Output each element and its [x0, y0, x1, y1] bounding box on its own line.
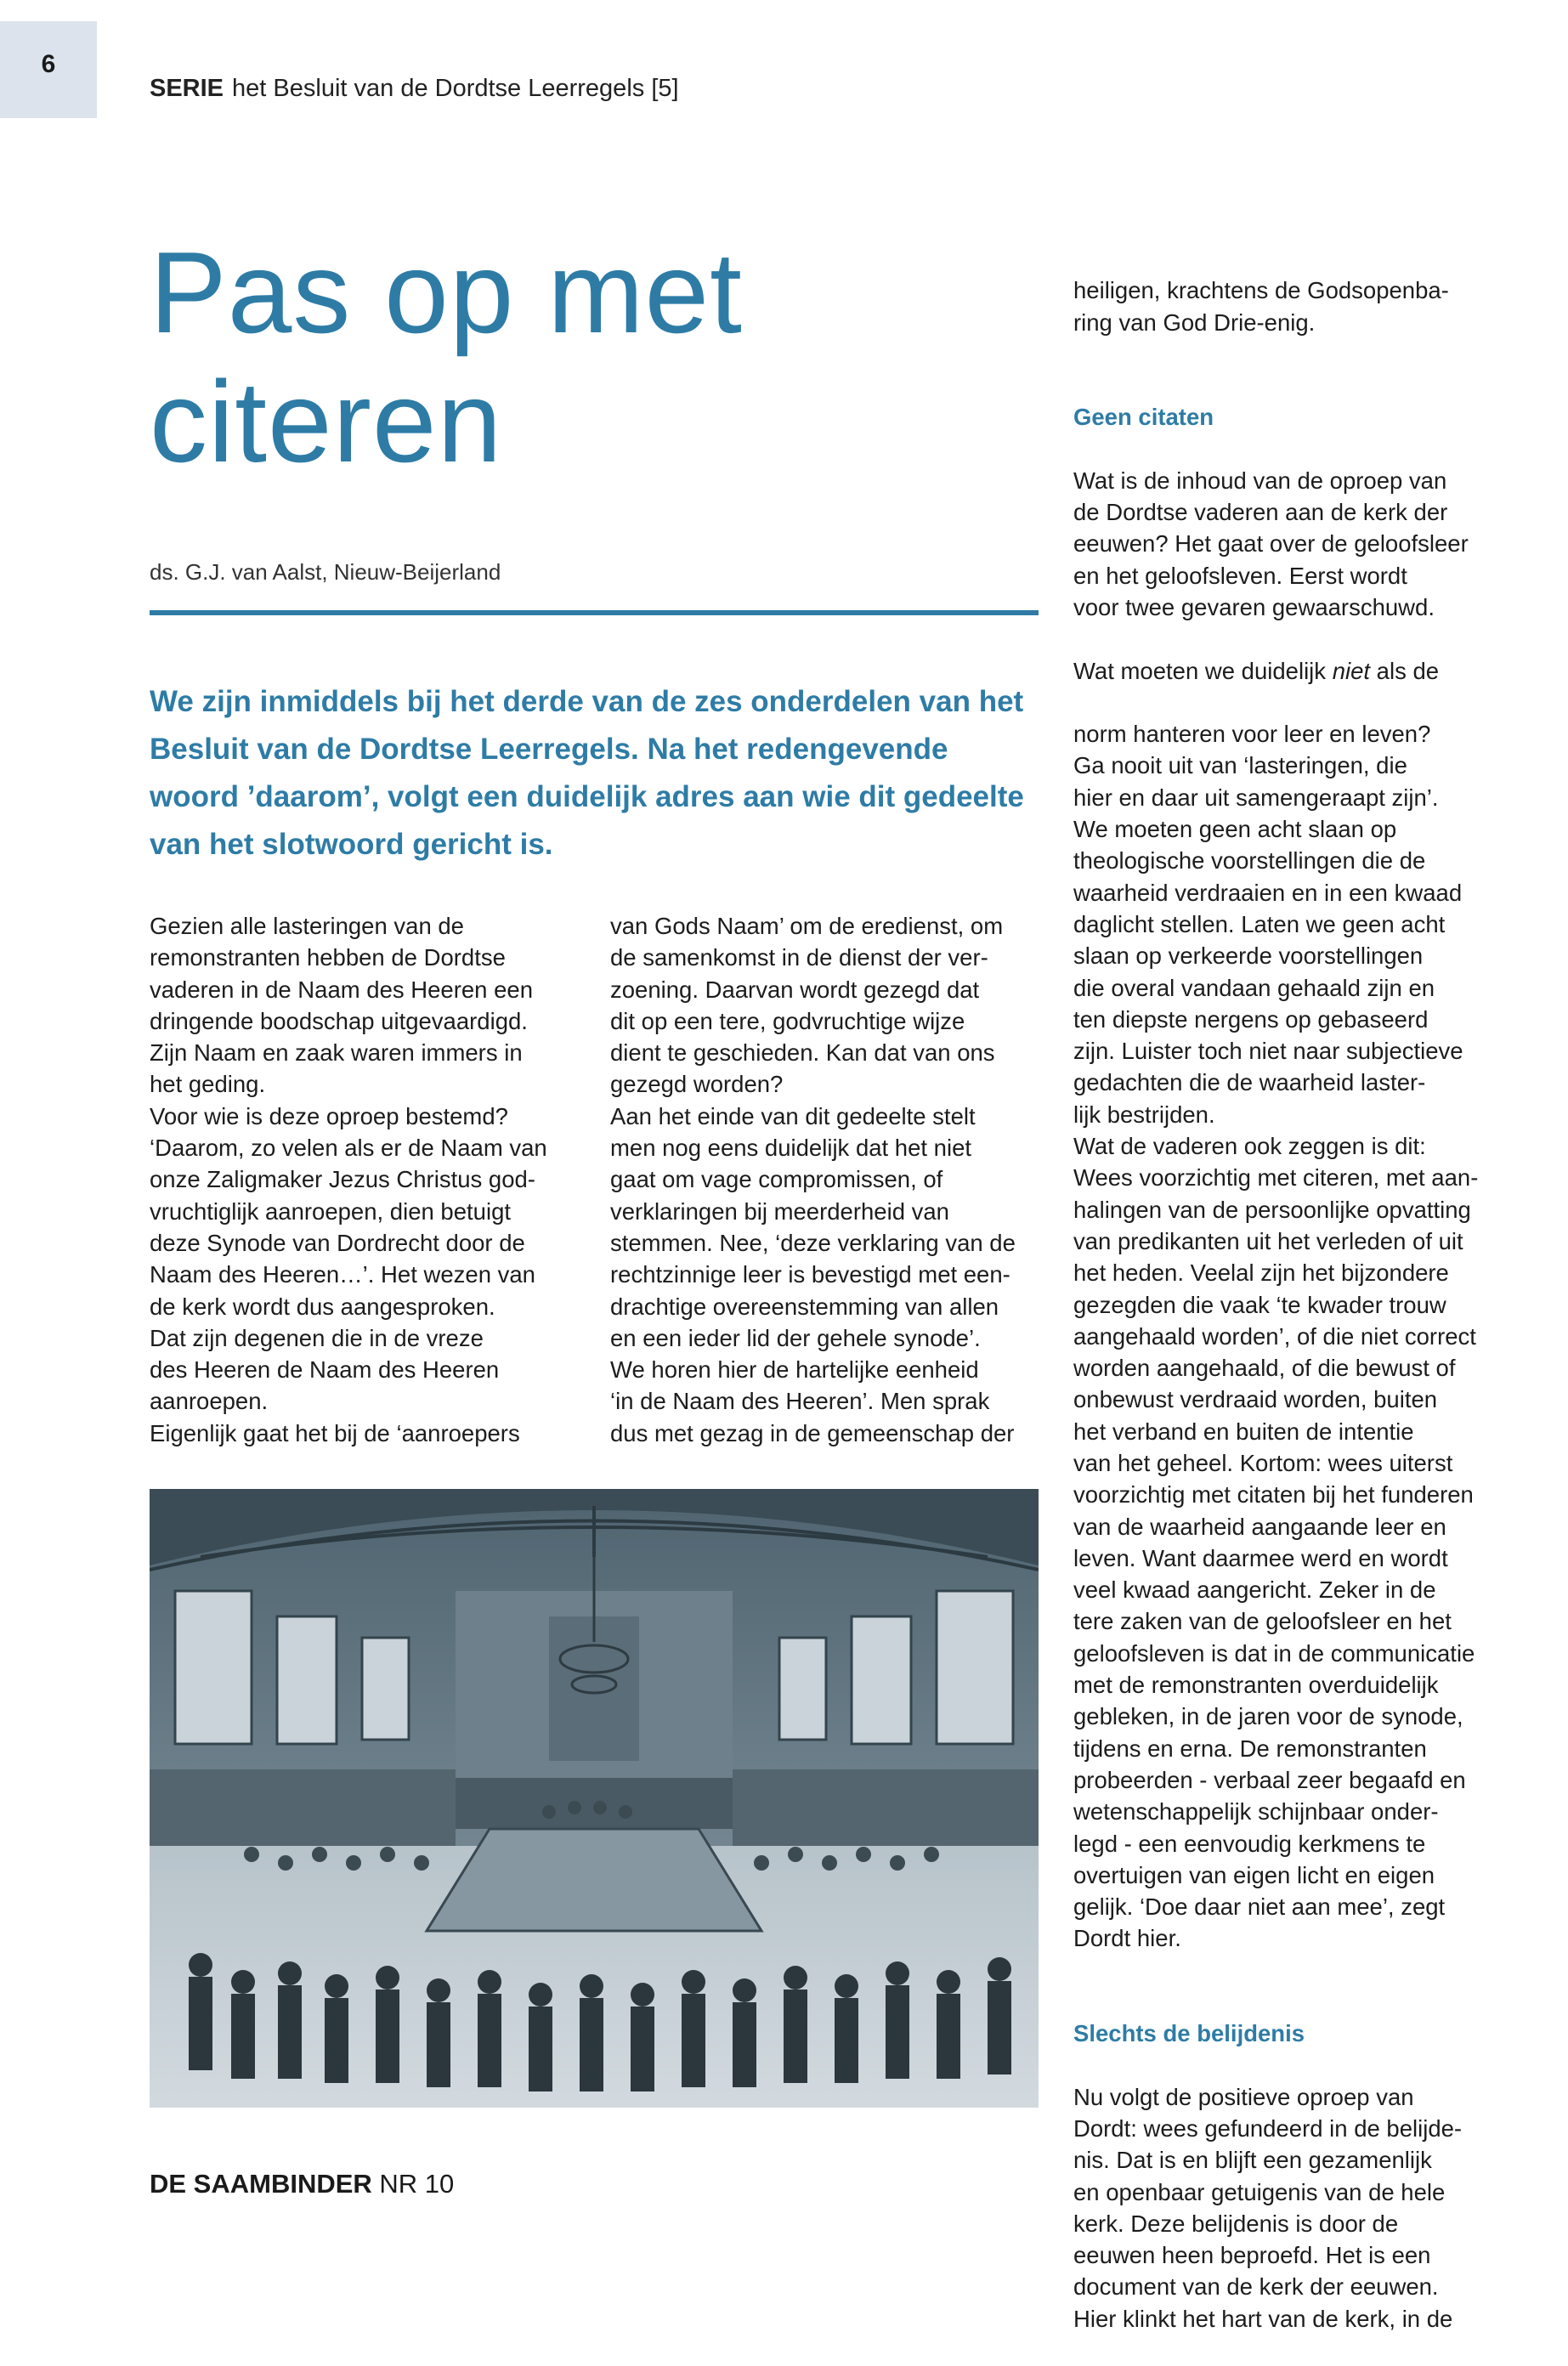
body-column-3	[1073, 243, 1532, 2366]
serie-title: het Besluit van de Dordtse Leerregels [5]	[232, 75, 679, 102]
column-3-para-a: Wat is de inhoud van de oproep van de Dordtse vaderen aan de kerk der eeuwen? Het gaat over de geloofsleer en het geloofsleven. Eerst wordt voor twee gevaren gewaarschuwd.	[1073, 467, 1469, 620]
article-title	[150, 228, 1042, 486]
title-line-2: citeren	[150, 357, 503, 486]
column-3-para-d: Nu volgt de positieve oproep van Dordt: wees gefundeerd in de belijde- nis. Dat is en blijft een gezamenlijk en openbaar getuigenis van de hele kerk. Deze belijdenis is door de eeuwen heen beproefd. Het is een document van de kerk der eeuwen. Hier klinkt het hart van de kerk, in de	[1073, 2083, 1463, 2332]
subheading-geen-citaten: Geen citaten	[1073, 404, 1214, 431]
body-column-1: Gezien alle lasteringen van de remonstranten hebben de Dordtse vaderen in de Naam des Heeren een dringende boodschap uitgevaardigd. Zijn Naam en zaak waren immers in het geding. Voor wie is deze oproep bestemd? ‘Daarom, zo velen als er de Naam van onze Zaligmaker Jezus Christus god- vruchtiglijk aanroepen, dien betuigt deze Synode van Dordrecht door de Naam des Heeren…’. Het wezen van de kerk wordt dus aangesproken. Dat zijn degenen die in de vreze des Heeren de Naam des Heeren aanroepen. Eigenlijk gaat het bij de ‘aanroepers	[150, 913, 547, 1446]
column-3-intro: heiligen, krachtens de Godsopenba- ring van God Drie-enig.	[1073, 277, 1449, 336]
serie-label: SERIE	[150, 75, 224, 102]
issue-number: NR 10	[379, 2169, 455, 2199]
para-b-post: als de	[1370, 657, 1440, 684]
subheading-slechts-de-belijdenis: Slechts de belijdenis	[1073, 2020, 1305, 2047]
magazine-name: DE SAAMBINDER	[150, 2169, 372, 2199]
para-b-emphasis: niet	[1332, 657, 1371, 684]
body-column-2: van Gods Naam’ om de eredienst, om de samenkomst in de dienst der ver- zoening. Daarvan wordt gezegd dat dit op een tere, godvruchtige wijze dient te geschieden. Kan dat van ons gezegd worden? Aan het einde van dit gedeelte stelt men nog eens duidelijk dat het niet gaat om vage compromissen, of verklaringen bij meerderheid van stemmen. Nee, ‘deze verklaring van de rechtzinnige leer is bevestigd met een- drachtige overeenstemming van allen en een ieder lid der gehele synode’. We horen hier de hartelijke eenheid ‘in de Naam des Heeren’. Men sprak dus met gezag in de gemeenschap der	[610, 913, 1016, 1446]
column-3-para-b	[1073, 655, 1532, 687]
para-b-pre: Wat moeten we duidelijk	[1073, 657, 1333, 684]
title-rule	[150, 610, 1039, 615]
column-3-para-c: norm hanteren voor leer en leven? Ga nooit uit van ‘lasteringen, die hier en daar uit samengeraapt zijn’. We moeten geen acht slaan op theologische voorstellingen die de waarheid verdraaien en in een kwaad daglicht stellen. Laten we geen acht slaan op verkeerde voorstellingen die overal vandaan gehaald zijn en ten diepste nergens op gebaseerd zijn. Luister toch niet naar subjectieve gedachten die de waarheid laster- lijk bestrijden. Wat de vaderen ook zeggen is dit: Wees voorzichtig met citeren, met aan- halingen van de persoonlijke opvatting van predikanten uit het verleden of uit het heden. Veelal zijn het bijzondere gezegden die vaak ‘te kwader trouw aangehaald worden’, of die niet correct worden aangehaald, of die bewust of onbewust verdraaid worden, buiten het verband en buiten de intentie van het geheel. Kortom: wees uiterst voorzichtig met citaten bij het funderen van de waarheid aangaande leer en leven. Want daarmee werd en wordt veel kwaad aangericht. Zeker in de tere zaken van de geloofsleer en het geloofsleven is dat in de communicatie met de remonstranten overduidelijk gebleken, in de jaren voor de synode, tijdens en erna. De remonstranten probeerden - verbaal zeer begaafd en wetenschappelijk schijnbaar onder- legd - een eenvoudig kerkmens te overtuigen van eigen licht en eigen gelijk. ‘Doe daar niet aan mee’, zegt Dordt hier.	[1073, 721, 1479, 1952]
page-number: 6	[41, 50, 56, 78]
footer	[150, 2169, 454, 2199]
author-byline: ds. G.J. van Aalst, Nieuw-Beijerland	[150, 559, 501, 585]
lead-paragraph: We zijn inmiddels bij het derde van de zes onderdelen van het Besluit van de Dordtse Leerregels. Na het redengevende woord ’daarom’, volgt een duidelijk adres aan wie dit gedeelte van het slotwoord gericht is.	[150, 685, 1024, 861]
page-number-box	[0, 21, 97, 118]
engraving-illustration	[150, 1489, 1039, 2108]
synod-of-dordrecht-engraving	[150, 1489, 1039, 2108]
running-head	[150, 75, 679, 103]
title-line-1: Pas op met	[150, 228, 743, 357]
